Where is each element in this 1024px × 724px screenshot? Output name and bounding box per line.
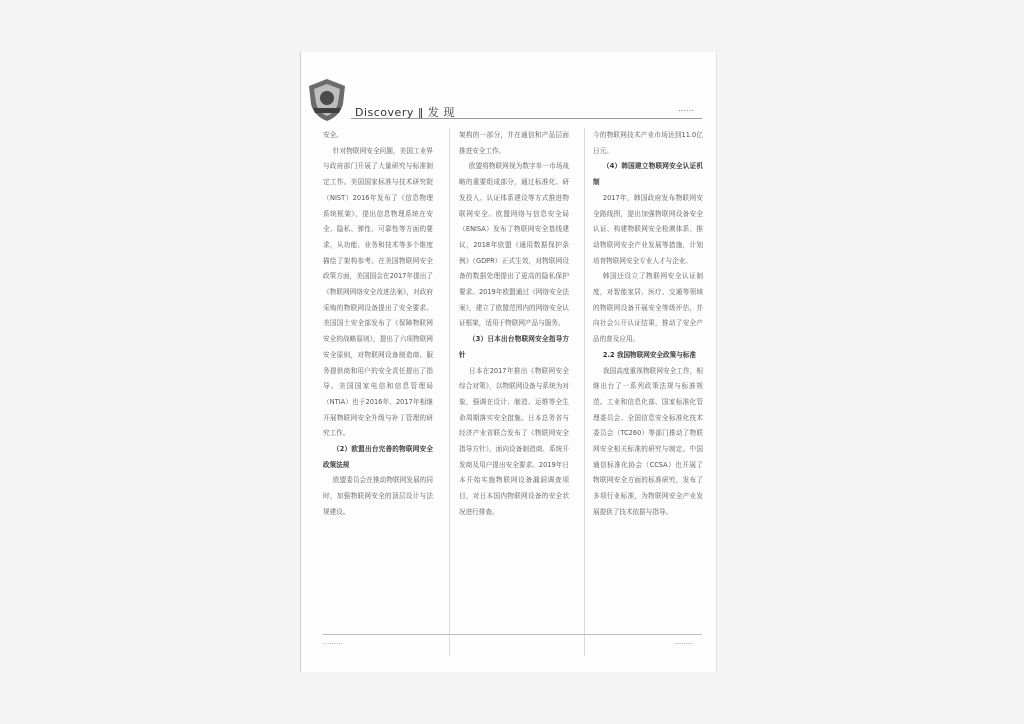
paragraph: 今的物联网技术产业市场达到11.0亿日元。 (593, 131, 703, 155)
paragraph: 日本在2017年推出《物联网安全综合对策》，以物联网设备与系统为对象，强调在设计、制造、运维等全生命周期落实安全措施。日本总务省与经济产业省联合发布了《物联网安全指导方针》，面向设备制造商、系统开发商及用户提出安全要求。2019年日本开始实施物联网设备漏洞调查项目，对日本国内物联网设备的安全状况进行排查。 (459, 366, 569, 516)
subsection-heading: 2.2 我国物联网安全政策与标准 (602, 350, 696, 359)
paragraph: 我国高度重视物联网安全工作，相继出台了一系列政策法规与标准规范。工业和信息化部、国家标准化管理委员会、全国信息安全标准化技术委员会（TC260）等部门推动了物联网安全相关标准的研究与制定。中国通信标准化协会（CCSA）也开展了物联网安全方面的标准研究，发布了多项行业标准，为物联网安全产业发展提供了技术依据与指导。 (593, 366, 703, 516)
subsection-heading: （4）韩国建立物联网安全认证机制 (593, 162, 703, 187)
text-column-1 (323, 128, 433, 521)
section-label: Discovery ‖ 发 现 (355, 106, 455, 119)
subsection-heading: （3）日本出台物联网安全指导方针 (459, 335, 569, 359)
paragraph: 欧盟将物联网视为数字单一市场战略的重要组成部分，通过标准化、研发投入、认证体系建设等方式推进物联网安全。欧盟网络与信息安全局（ENISA）发布了物联网安全基线建议，2018年欧盟《通用数据保护条例》（GDPR）正式生效，对物联网设备的数据处理提出了更高的隐私保护要求。2019年欧盟通过《网络安全法案》，建立了欧盟范围内的网络安全认证框架，适用于物联网产品与服务。 (459, 162, 569, 328)
subsection-heading: （2）欧盟出台完善的物联网安全政策法规 (323, 445, 433, 469)
text-column-3 (593, 128, 703, 521)
paragraph: 欧盟委员会在推动物联网发展的同时，加强物联网安全的顶层设计与法规建设。 (323, 476, 433, 516)
paragraph: 安全。 (323, 131, 343, 139)
footer-website: ……… (674, 638, 694, 646)
paragraph: 2017年，韩国政府发布物联网安全路线图，提出加强物联网设备安全认证、构建物联网安全检测体系、推动物联网安全产业发展等措施，计划培育物联网安全专业人才与企业。 (593, 193, 703, 265)
journal-page (300, 52, 717, 672)
footer-rule (323, 634, 702, 635)
text-column-2 (459, 128, 569, 521)
paragraph: 架构的一部分，并在通信和产品层面推进安全工作。 (459, 131, 569, 155)
column-divider (584, 128, 585, 656)
paragraph: 针对物联网安全问题，美国工业界与政府部门开展了大量研究与标准制定工作。美国国家标准与技术研究院（NIST）2016年发布了《信息物理系统框架》，提出信息物理系统在安全、隐私、弹性、可靠性等方面的要求，从功能、业务和技术等多个维度描绘了架构参考。在美国物联网安全政策方面，美国国会在2017年提出了《物联网网络安全改进法案》，对政府采购的物联网设备提出了安全要求。美国国土安全部发布了《保障物联网安全的战略原则》，提出了六项物联网安全原则，对物联网设备制造商、服务提供商和用户的安全责任提出了指导。美国国家电信和信息管理局（NTIA）也于2016年、2017年相继开展物联网安全升级与补丁管理的研究工作。 (323, 146, 433, 438)
journal-emblem-icon (307, 78, 347, 122)
header-rule (351, 118, 702, 119)
column-divider (449, 128, 450, 656)
paragraph: 韩国还设立了物联网安全认证制度，对智能家居、医疗、交通等领域的物联网设备开展安全等级评估，并向社会公开认证结果，推动了安全产品的普及应用。 (593, 272, 703, 344)
header-running-title: …… (678, 104, 694, 113)
footer-page-info: ……… (323, 638, 343, 646)
